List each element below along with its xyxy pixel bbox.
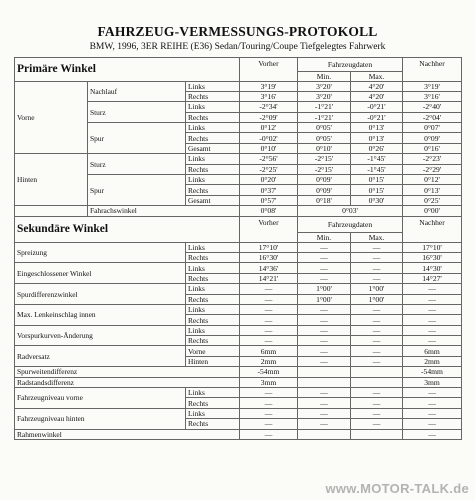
- value-nachher: 0°09': [403, 133, 462, 143]
- value-nachher: 14°30': [403, 263, 462, 273]
- value-vorher: —: [240, 408, 298, 418]
- value-nachher: —: [403, 325, 462, 335]
- value-nachher: 2mm: [403, 356, 462, 366]
- value-min: -1°21': [298, 102, 351, 112]
- side-label: Rechts: [186, 185, 240, 195]
- value-min: -1°21': [298, 112, 351, 122]
- value-vorher: 3°16': [240, 91, 298, 101]
- value-max: —: [351, 242, 403, 252]
- table-row: [15, 81, 462, 91]
- value-min: —: [298, 356, 351, 366]
- value-nachher: 3°19': [403, 81, 462, 91]
- param-lenkeinschlag: Max. Lenkeinschlag innen: [15, 304, 186, 325]
- value-min: [298, 377, 351, 387]
- page-title: FAHRZEUG-VERMESSUNGS-PROTOKOLL: [97, 24, 378, 39]
- param-vorspurkurven: Vorspurkurven-Änderung: [15, 325, 186, 346]
- value-min: 0°18': [298, 195, 351, 205]
- value-vorher: 0°10': [240, 143, 298, 153]
- side-label: Rechts: [186, 294, 240, 304]
- header-fahrzeugdaten: Fahrzeugdaten: [298, 58, 403, 72]
- value-vorher: 2mm: [240, 356, 298, 366]
- value-nachher: -2°40': [403, 102, 462, 112]
- side-label: Rechts: [186, 398, 240, 408]
- side-label: Links: [186, 408, 240, 418]
- value-min: —: [298, 273, 351, 283]
- value-min: —: [298, 346, 351, 356]
- header-nachher: Nachher: [403, 216, 462, 242]
- table-row: [15, 242, 462, 252]
- side-label: Links: [186, 388, 240, 398]
- value-vorher: 14°36': [240, 263, 298, 273]
- value-nachher: 0°25': [403, 195, 462, 205]
- value-max: -1°45': [351, 164, 403, 174]
- side-label: Rechts: [186, 133, 240, 143]
- param-fahrzeugniveau-hinten: Fahrzeugniveau hinten: [15, 408, 186, 429]
- value-min: 0°05': [298, 133, 351, 143]
- value-min: —: [298, 263, 351, 273]
- value-max: —: [351, 388, 403, 398]
- value-vorher: 17°10': [240, 242, 298, 252]
- value-nachher: 16°30': [403, 252, 462, 262]
- value-max: 1°00': [351, 284, 403, 294]
- secondary-heading: Sekundäre Winkel: [15, 216, 240, 242]
- secondary-header-row-1: [15, 216, 462, 232]
- value-vorher: 0°08': [240, 206, 298, 216]
- value-min: —: [298, 252, 351, 262]
- header-max: Max.: [351, 71, 403, 81]
- primary-heading: Primäre Winkel: [15, 58, 240, 82]
- watermark: www.MOTOR-TALK.de: [325, 481, 469, 496]
- param-radstandsdifferenz: Radstandsdifferenz: [15, 377, 240, 387]
- value-min: 1°00': [298, 284, 351, 294]
- measurement-table: [14, 57, 462, 440]
- value-vorher: -0°02': [240, 133, 298, 143]
- value-min: 0°05': [298, 123, 351, 133]
- param-spurdifferenzwinkel: Spurdifferenzwinkel: [15, 284, 186, 305]
- value-min: -2°15': [298, 154, 351, 164]
- value-min: —: [298, 398, 351, 408]
- value-min: 3°20': [298, 81, 351, 91]
- value-max: 0°26': [351, 143, 403, 153]
- value-vorher: 3mm: [240, 377, 298, 387]
- value-nachher: -2°04': [403, 112, 462, 122]
- value-nachher: -2°29': [403, 164, 462, 174]
- value-vorher: —: [240, 294, 298, 304]
- side-label: Links: [186, 102, 240, 112]
- value-nachher: —: [403, 304, 462, 314]
- value-nachher: —: [403, 398, 462, 408]
- value-nachher: 3mm: [403, 377, 462, 387]
- value-max: —: [351, 356, 403, 366]
- value-nachher: —: [403, 408, 462, 418]
- side-label: Links: [186, 304, 240, 314]
- page-subtitle: BMW, 1996, 3ER REIHE (E36) Sedan/Touring/Coupe Tiefgelegtes Fahrwerk: [89, 42, 386, 52]
- value-max: 0°15': [351, 175, 403, 185]
- value-min: —: [298, 304, 351, 314]
- side-label: Rechts: [186, 252, 240, 262]
- side-label: Rechts: [186, 112, 240, 122]
- value-max: -0°21': [351, 112, 403, 122]
- value-vorher: —: [240, 315, 298, 325]
- param-fahrzeugniveau-vorne: Fahrzeugniveau vorne: [15, 388, 186, 409]
- value-max: 1°00': [351, 294, 403, 304]
- value-max: 0°15': [351, 185, 403, 195]
- value-max: 4°20': [351, 91, 403, 101]
- value-min: —: [298, 325, 351, 335]
- side-label: Links: [186, 325, 240, 335]
- side-label: Links: [186, 123, 240, 133]
- table-row: [15, 367, 462, 377]
- param-nachlauf: Nachlauf: [88, 81, 186, 102]
- value-vorher: -2°09': [240, 112, 298, 122]
- side-label: Links: [186, 154, 240, 164]
- axle-label: Vorne: [186, 346, 240, 356]
- value-vorher: 0°57': [240, 195, 298, 205]
- table-row: [15, 408, 462, 418]
- param-sturz: Sturz: [88, 102, 186, 123]
- side-label: Rechts: [186, 91, 240, 101]
- param-radversatz: Radversatz: [15, 346, 186, 367]
- value-min: —: [298, 388, 351, 398]
- value-min: —: [298, 315, 351, 325]
- value-max: —: [351, 325, 403, 335]
- value-min: 3°20': [298, 91, 351, 101]
- param-spurweitendifferenz: Spurweitendifferenz: [15, 367, 240, 377]
- value-vorher: —: [240, 325, 298, 335]
- table-row: [15, 206, 462, 216]
- value-nachher: 0°12': [403, 175, 462, 185]
- value-max: 0°13': [351, 123, 403, 133]
- value-min: 0°09': [298, 175, 351, 185]
- value-min: 1°00': [298, 294, 351, 304]
- value-max: [351, 367, 403, 377]
- side-label: Rechts: [186, 419, 240, 429]
- value-vorher: —: [240, 398, 298, 408]
- table-row: [15, 154, 462, 164]
- value-nachher: —: [403, 315, 462, 325]
- value-vorher: -2°34': [240, 102, 298, 112]
- value-max: 4°20': [351, 81, 403, 91]
- value-vorher: 3°19': [240, 81, 298, 91]
- primary-header-row-1: [15, 58, 462, 72]
- table-row: [15, 429, 462, 439]
- value-min: -2°15': [298, 164, 351, 174]
- param-eingeschlossener-winkel: Eingeschlossener Winkel: [15, 263, 186, 284]
- side-label: Gesamt: [186, 195, 240, 205]
- table-row: [15, 388, 462, 398]
- value-max: 0°13': [351, 133, 403, 143]
- side-label: Gesamt: [186, 143, 240, 153]
- value-min: —: [298, 408, 351, 418]
- value-fahrzeugdaten: 0°03': [298, 206, 403, 216]
- value-min: 0°09': [298, 185, 351, 195]
- side-label: Rechts: [186, 164, 240, 174]
- header-vorher: Vorher: [240, 58, 298, 82]
- value-max: —: [351, 398, 403, 408]
- value-vorher: —: [240, 284, 298, 294]
- value-nachher: -2°23': [403, 154, 462, 164]
- side-label: Rechts: [186, 336, 240, 346]
- value-nachher: 0°00': [403, 206, 462, 216]
- value-vorher: —: [240, 304, 298, 314]
- value-max: [351, 429, 403, 439]
- value-min: [298, 367, 351, 377]
- value-max: —: [351, 263, 403, 273]
- value-nachher: —: [403, 429, 462, 439]
- param-rahmenwinkel: Rahmenwinkel: [15, 429, 240, 439]
- table-row: [15, 377, 462, 387]
- value-max: —: [351, 408, 403, 418]
- value-vorher: 0°37': [240, 185, 298, 195]
- value-nachher: -54mm: [403, 367, 462, 377]
- value-vorher: -54mm: [240, 367, 298, 377]
- value-max: -1°45': [351, 154, 403, 164]
- param-spur: Spur: [88, 123, 186, 154]
- value-min: —: [298, 336, 351, 346]
- value-nachher: 14°27': [403, 273, 462, 283]
- value-nachher: 0°16': [403, 143, 462, 153]
- param-fahrachswinkel: Fahrachswinkel: [88, 206, 240, 216]
- value-max: —: [351, 252, 403, 262]
- value-max: —: [351, 273, 403, 283]
- value-nachher: 17°10': [403, 242, 462, 252]
- value-vorher: 0°20': [240, 175, 298, 185]
- value-max: -0°21': [351, 102, 403, 112]
- value-max: —: [351, 419, 403, 429]
- value-min: 0°10': [298, 143, 351, 153]
- header-min: Min.: [298, 71, 351, 81]
- header-min: Min.: [298, 232, 351, 242]
- value-vorher: 0°12': [240, 123, 298, 133]
- header-nachher: Nachher: [403, 58, 462, 82]
- table-row: [15, 346, 462, 356]
- header-max: Max.: [351, 232, 403, 242]
- value-min: —: [298, 419, 351, 429]
- value-max: —: [351, 304, 403, 314]
- value-vorher: —: [240, 388, 298, 398]
- value-max: 0°30': [351, 195, 403, 205]
- group-hinten: Hinten: [15, 154, 88, 206]
- value-min: [298, 429, 351, 439]
- value-nachher: —: [403, 294, 462, 304]
- side-label: Links: [186, 81, 240, 91]
- side-label: Rechts: [186, 315, 240, 325]
- param-spreizung: Spreizung: [15, 242, 186, 263]
- table-row: [15, 263, 462, 273]
- table-row: [15, 325, 462, 335]
- side-label: Links: [186, 263, 240, 273]
- group-vorne: Vorne: [15, 81, 88, 154]
- param-spur: Spur: [88, 175, 186, 206]
- table-row: [15, 304, 462, 314]
- side-label: Rechts: [186, 273, 240, 283]
- side-label: Links: [186, 175, 240, 185]
- table-row: [15, 284, 462, 294]
- value-vorher: 6mm: [240, 346, 298, 356]
- side-label: Links: [186, 284, 240, 294]
- value-vorher: -2°25': [240, 164, 298, 174]
- value-nachher: 0°13': [403, 185, 462, 195]
- side-label: Links: [186, 242, 240, 252]
- value-nachher: —: [403, 336, 462, 346]
- param-sturz: Sturz: [88, 154, 186, 175]
- value-max: [351, 377, 403, 387]
- value-nachher: 6mm: [403, 346, 462, 356]
- header-fahrzeugdaten: Fahrzeugdaten: [298, 216, 403, 232]
- value-nachher: 0°07': [403, 123, 462, 133]
- value-min: —: [298, 242, 351, 252]
- value-vorher: 16°30': [240, 252, 298, 262]
- value-vorher: —: [240, 419, 298, 429]
- value-vorher: -2°56': [240, 154, 298, 164]
- value-max: —: [351, 336, 403, 346]
- value-nachher: —: [403, 284, 462, 294]
- axle-label: Hinten: [186, 356, 240, 366]
- value-nachher: —: [403, 388, 462, 398]
- header-vorher: Vorher: [240, 216, 298, 242]
- value-vorher: 14°21': [240, 273, 298, 283]
- value-vorher: —: [240, 429, 298, 439]
- value-max: —: [351, 346, 403, 356]
- value-nachher: —: [403, 419, 462, 429]
- value-nachher: 3°16': [403, 91, 462, 101]
- value-max: —: [351, 315, 403, 325]
- value-vorher: —: [240, 336, 298, 346]
